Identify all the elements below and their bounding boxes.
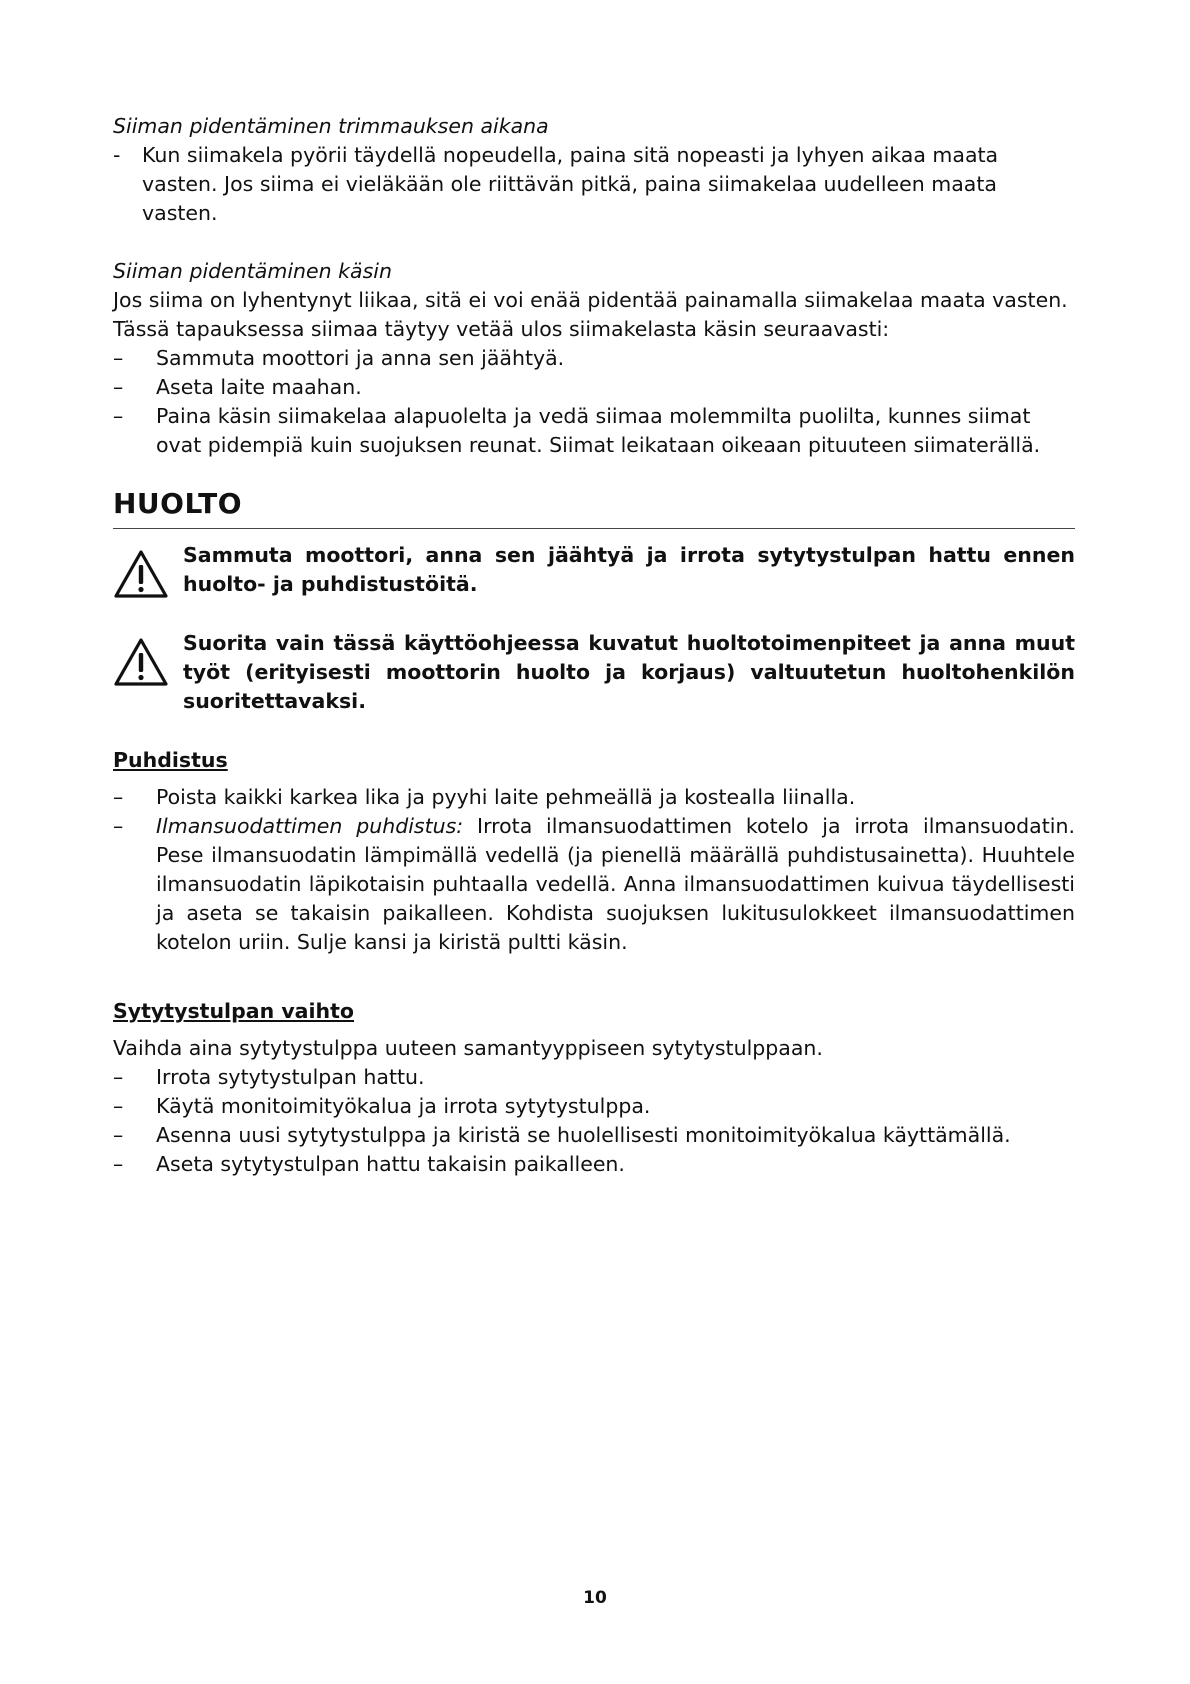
warning-triangle-icon [113,637,169,687]
list-item: – Käytä monitoimityökalua ja irrota sytytystulppa. [113,1092,1075,1121]
warning-block [113,629,1075,716]
trimming-steps-list [113,141,1075,228]
manual-steps-list [113,344,1075,460]
page-number: 10 [583,1588,607,1608]
warning-triangle-icon [113,549,169,599]
list-item: – Aseta sytytystulpan hattu takaisin paikalleen. [113,1150,1075,1179]
list-item: - Kun siimakela pyörii täydellä nopeudella, paina sitä nopeasti ja lyhyen aikaa maata vasten. Jos siima ei vieläkään ole riittävän pitkä, paina siimakelaa uudelleen maata vasten. [113,141,1075,228]
air-filter-cleaning-label: Ilmansuodattimen puhdistus: [156,814,464,838]
maintenance-section-title: HUOLTO [113,486,1075,529]
list-item [113,812,1075,957]
list-item: – Paina käsin siimakelaa alapuolelta ja vedä siimaa molemmilta puolilta, kunnes siimat ovat pidempiä kuin suojuksen reunat. Siimat leikataan oikeaan pituuteen siimaterällä. [113,402,1075,460]
list-item: – Aseta laite maahan. [113,373,1075,402]
document-page [113,112,1075,1179]
list-item: – Sammuta moottori ja anna sen jäähtyä. [113,344,1075,373]
trimming-line-extension-heading: Siiman pidentäminen trimmauksen aikana [113,114,549,138]
spark-plug-heading: Sytytystulpan vaihto [113,999,355,1023]
cleaning-steps-list [113,783,1075,957]
warning-block [113,541,1075,599]
spark-plug-steps-list [113,1063,1075,1179]
cleaning-heading: Puhdistus [113,748,228,772]
list-item: – Irrota sytytystulpan hattu. [113,1063,1075,1092]
list-item: – Asenna uusi sytytystulppa ja kiristä se huolellisesti monitoimityökalua käyttämällä. [113,1121,1075,1150]
air-filter-cleaning-text: Irrota ilmansuodattimen kotelo ja irrota ilmansuodatin. Pese ilmansuodatin lämpimällä vedellä (ja pienellä määrällä puhdistusainetta). Huuhtele ilmansuodatin läpikotaisin puhtaalla vedellä. Anna ilmansuodattimen kuivua täydellisesti ja aseta se takaisin paikalleen. Kohdista suojuksen lukitusulokkeet ilmansuodattimen kotelon uriin. Sulje kansi ja kiristä pultti käsin. [156,814,1075,954]
spark-plug-intro: Vaihda aina sytytystulppa uuteen samantyyppiseen sytytystulppaan. [113,1036,823,1060]
manual-extension-intro: Jos siima on lyhentynyt liikaa, sitä ei voi enää pidentää painamalla siimakelaa maata vasten. Tässä tapauksessa siimaa täytyy vetää ulos siimakelasta käsin seuraavasti: [113,288,1068,341]
warning-text: Sammuta moottori, anna sen jäähtyä ja irrota sytytystulpan hattu ennen huolto- ja puhdistustöitä. [183,543,1075,596]
warning-text: Suorita vain tässä käyttöohjeessa kuvatut huoltotoimenpiteet ja anna muut työt (erityisesti moottorin huolto ja korjaus) valtuutetun huoltohenkilön suoritettavaksi. [183,631,1075,713]
list-item: – Poista kaikki karkea lika ja pyyhi laite pehmeällä ja kostealla liinalla. [113,783,1075,812]
manual-line-extension-heading: Siiman pidentäminen käsin [113,259,392,283]
